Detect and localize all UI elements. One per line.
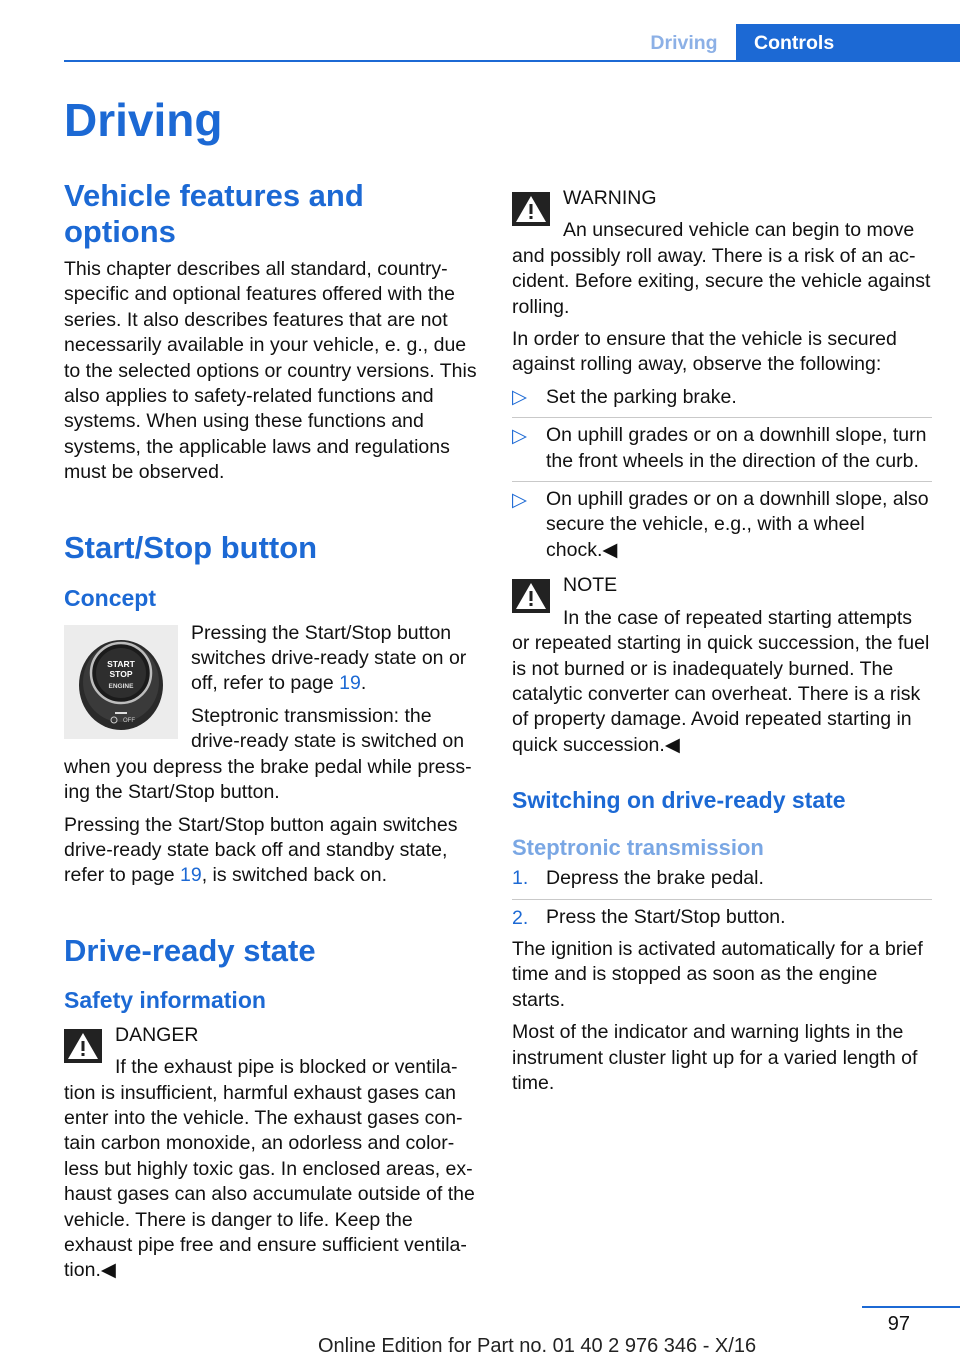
concept-block <box>64 621 482 889</box>
list-item: ▷ Set the parking brake. <box>512 385 932 410</box>
list-item: 2. Press the Start/Stop button. <box>512 899 932 930</box>
heading-switching-on: Switching on drive-ready state <box>512 787 846 814</box>
start-stop-button-image <box>64 625 178 739</box>
header-chapter-tab: Controls <box>736 24 960 62</box>
warning-triangle-icon <box>512 579 550 613</box>
right-column <box>512 186 932 1096</box>
svg-text:STOP: STOP <box>109 668 133 679</box>
warning-triangle-icon <box>512 192 550 226</box>
danger-text: If the exhaust pipe is blocked or ventila-tion is insufficient, harmful exhaust gases can enter into the vehicle. The exhaust gases con-tain carbon monoxide, an odorless and color-less but highly toxic gas. In enclosed areas, ex-haust gases can also accumulate outside of the vehicle. There is danger to life. Keep the exhaust pipe free and ensure sufficient ventila-tion.◀ <box>64 1056 475 1282</box>
svg-text:OFF: OFF <box>123 717 135 724</box>
heading-concept: Concept <box>64 584 156 611</box>
heading-steptronic: Steptronic transmission <box>512 835 764 861</box>
page-number: 97 <box>887 1313 910 1335</box>
page-title: Driving <box>64 94 223 146</box>
danger-label: DANGER <box>115 1023 199 1046</box>
svg-text:START: START <box>107 658 135 669</box>
start-stop-button-icon <box>64 625 178 739</box>
header-section-label: Driving <box>650 32 718 54</box>
list-item: ▷ On uphill grades or on a downhill slope, turn the front wheels in the direction of the curb. <box>512 417 932 474</box>
warning-block <box>512 186 932 320</box>
secure-list <box>512 385 932 563</box>
concept-text-c: Pressing the Start/Stop button again switches drive-ready state back off and standby state, refer to page <box>64 813 458 887</box>
page-link-19[interactable]: 19 <box>339 672 361 695</box>
list-item: ▷ On uphill grades or on a downhill slope, also secure the vehicle, e.g., with a wheel chock.◀ <box>512 481 932 563</box>
concept-text-b: . <box>360 672 367 695</box>
warning-label: WARNING <box>563 187 657 209</box>
concept-text-d: , is switched back on. <box>201 864 388 887</box>
note-text: In the case of repeated starting attempts or repeated starting in quick succession, the fuel is not burned or is inadequately burned. The catalytic converter can overheat. There is a risk of property damage. Avoid repeated starting in quick succession.◀ <box>512 606 930 756</box>
note-block <box>512 573 932 758</box>
heading-safety-information: Safety information <box>64 986 266 1013</box>
step-number: 1. <box>512 867 529 890</box>
left-column <box>64 178 482 1284</box>
ignition-paragraph: The ignition is activated automatically for a brief time and is stopped as soon as the engine starts. <box>512 937 923 1011</box>
danger-block <box>64 1023 482 1284</box>
header-rule <box>64 60 960 62</box>
concept-paragraph-2: Steptronic transmission: the drive-ready state is switched on when you depress the brake pedal while press-ing the Start/Stop button. <box>64 704 472 804</box>
triangle-bullet-icon: ▷ <box>512 489 527 512</box>
step-number: 2. <box>512 906 529 929</box>
warning-text: An unsecured vehicle can begin to move and possibly roll away. There is a risk of an ac-cident. Before exiting, secure the vehicle against rolling. <box>512 219 931 318</box>
note-label: NOTE <box>563 574 618 597</box>
triangle-bullet-icon: ▷ <box>512 385 527 408</box>
triangle-bullet-icon: ▷ <box>512 425 527 448</box>
footer-rule <box>862 1306 960 1308</box>
heading-start-stop-button: Start/Stop button <box>64 529 318 565</box>
svg-text:ENGINE: ENGINE <box>108 682 134 690</box>
secure-intro: In order to ensure that the vehicle is secured against rolling away, observe the following: <box>512 328 897 376</box>
steps-list <box>512 866 932 930</box>
concept-paragraph-3 <box>64 813 482 889</box>
page-link-19-second[interactable]: 19 <box>180 864 202 887</box>
features-paragraph: This chapter describes all standard, country-specific and optional features offered with the series. It also describes features that are not necessarily available in your vehicle, e. g., due to the selected options or country versions. This also applies to safety-related functions and systems. When using these functions and systems, the applicable laws and regulations must be observed. <box>64 258 477 484</box>
concept-text-a: Pressing the Start/Stop button switches drive-ready state on or off, refer to page <box>191 621 467 695</box>
warning-triangle-icon <box>64 1029 102 1063</box>
footer-edition: Online Edition for Part no. 01 40 2 976 346 - X/16 <box>318 1335 757 1357</box>
heading-drive-ready-state: Drive-ready state <box>64 932 316 968</box>
heading-vehicle-features: Vehicle features and options <box>64 178 364 249</box>
indicator-paragraph: Most of the indicator and warning lights in the instrument cluster light up for a varied length of time. <box>512 1021 918 1094</box>
list-item: 1. Depress the brake pedal. <box>512 866 932 891</box>
